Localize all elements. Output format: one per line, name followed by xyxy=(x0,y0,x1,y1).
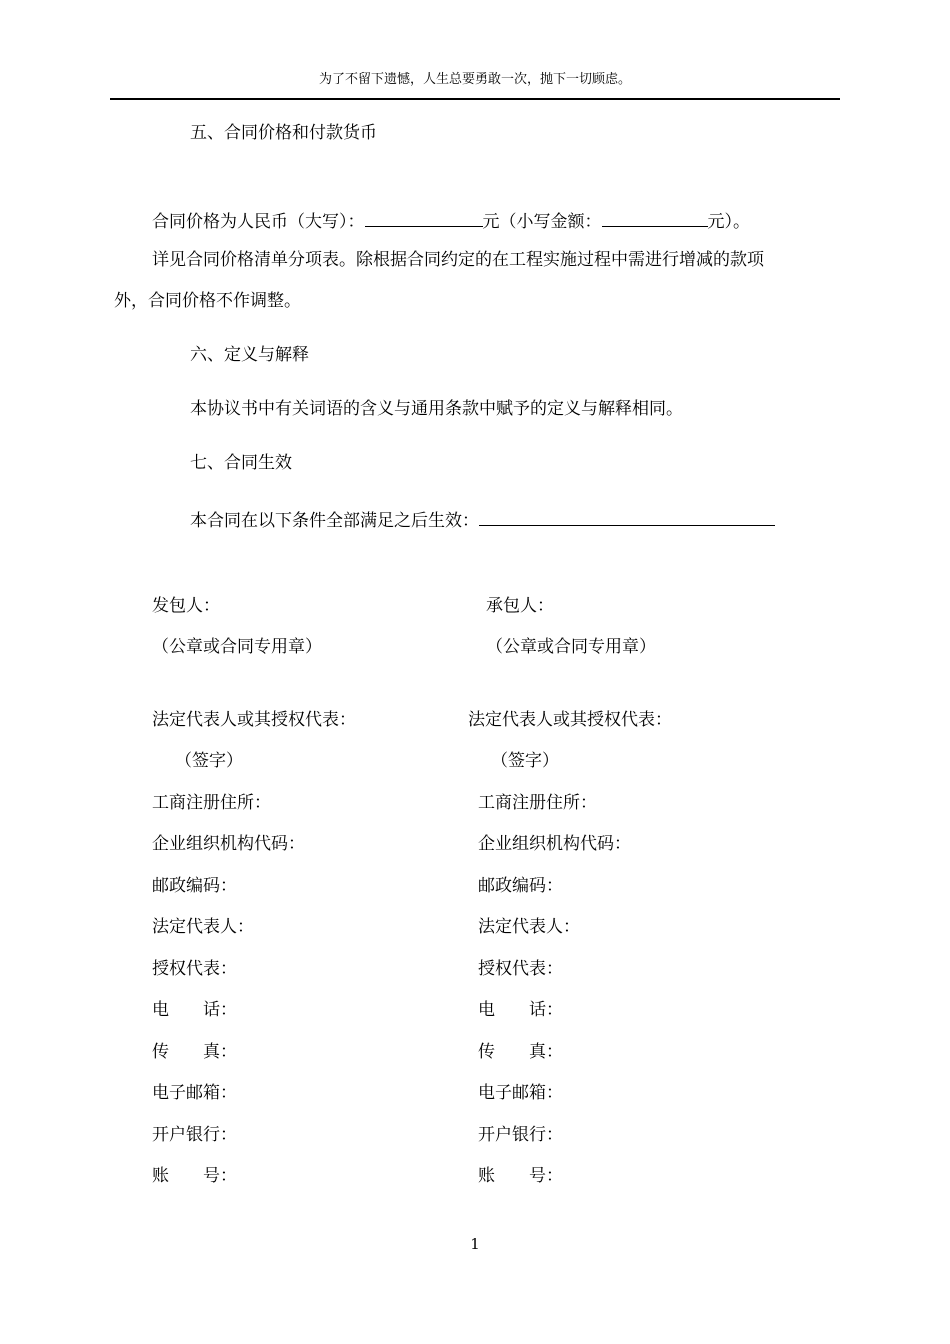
effective-condition-blank[interactable] xyxy=(479,507,775,526)
section-6-body: 本协议书中有关词语的含义与通用条款中赋予的定义与解释相同。 xyxy=(190,399,683,419)
effective-condition-line xyxy=(190,507,775,532)
employer-auth-rep-label: 授权代表： xyxy=(152,959,237,979)
employer-phone-label: 电 话： xyxy=(152,1000,237,1020)
contractor-title: 承包人： xyxy=(486,596,554,616)
section-5-heading: 五、合同价格和付款货币 xyxy=(190,123,377,143)
header-divider xyxy=(110,98,840,100)
price-label-end: 元）。 xyxy=(707,212,750,232)
contractor-account-label: 账 号： xyxy=(478,1166,563,1186)
section-7-heading: 七、合同生效 xyxy=(190,453,292,473)
price-detail-line-2: 外，合同价格不作调整。 xyxy=(114,291,301,311)
price-label-lowercase: 元（小写金额： xyxy=(482,212,602,232)
contractor-email-label: 电子邮箱： xyxy=(478,1083,563,1103)
contractor-representative-label: 法定代表人或其授权代表： xyxy=(468,710,672,730)
contractor-legal-rep-label: 法定代表人： xyxy=(478,917,580,937)
contractor-org-code-label: 企业组织机构代码： xyxy=(478,834,631,854)
employer-postcode-label: 邮政编码： xyxy=(152,876,237,896)
employer-bank-label: 开户银行： xyxy=(152,1125,237,1145)
employer-email-label: 电子邮箱： xyxy=(152,1083,237,1103)
price-detail-line-1: 详见合同价格清单分项表。除根据合同约定的在工程实施过程中需进行增减的款项 xyxy=(152,250,764,270)
price-lowercase-blank[interactable] xyxy=(602,208,708,227)
contractor-fax-label: 传 真： xyxy=(478,1042,563,1062)
employer-title: 发包人： xyxy=(152,596,220,616)
section-6-heading: 六、定义与解释 xyxy=(190,345,309,365)
contractor-bank-label: 开户银行： xyxy=(478,1125,563,1145)
contract-price-line xyxy=(152,208,750,233)
employer-representative-label: 法定代表人或其授权代表： xyxy=(152,710,356,730)
contractor-signature: （签字） xyxy=(491,751,559,771)
contractor-phone-label: 电 话： xyxy=(478,1000,563,1020)
effective-condition-label: 本合同在以下条件全部满足之后生效： xyxy=(190,511,479,531)
contractor-seal: （公章或合同专用章） xyxy=(486,637,656,657)
contractor-postcode-label: 邮政编码： xyxy=(478,876,563,896)
page-header-text: 为了不留下遗憾，人生总要勇敢一次，抛下一切顾虑。 xyxy=(318,72,631,87)
employer-address-label: 工商注册住所： xyxy=(152,793,271,813)
contractor-address-label: 工商注册住所： xyxy=(478,793,597,813)
employer-org-code-label: 企业组织机构代码： xyxy=(152,834,305,854)
employer-seal: （公章或合同专用章） xyxy=(152,637,322,657)
employer-legal-rep-label: 法定代表人： xyxy=(152,917,254,937)
page-number: 1 xyxy=(470,1235,480,1253)
price-uppercase-blank[interactable] xyxy=(365,208,483,227)
employer-account-label: 账 号： xyxy=(152,1166,237,1186)
employer-signature: （签字） xyxy=(175,751,243,771)
employer-fax-label: 传 真： xyxy=(152,1042,237,1062)
contractor-auth-rep-label: 授权代表： xyxy=(478,959,563,979)
price-label-uppercase: 合同价格为人民币（大写）： xyxy=(152,212,365,232)
